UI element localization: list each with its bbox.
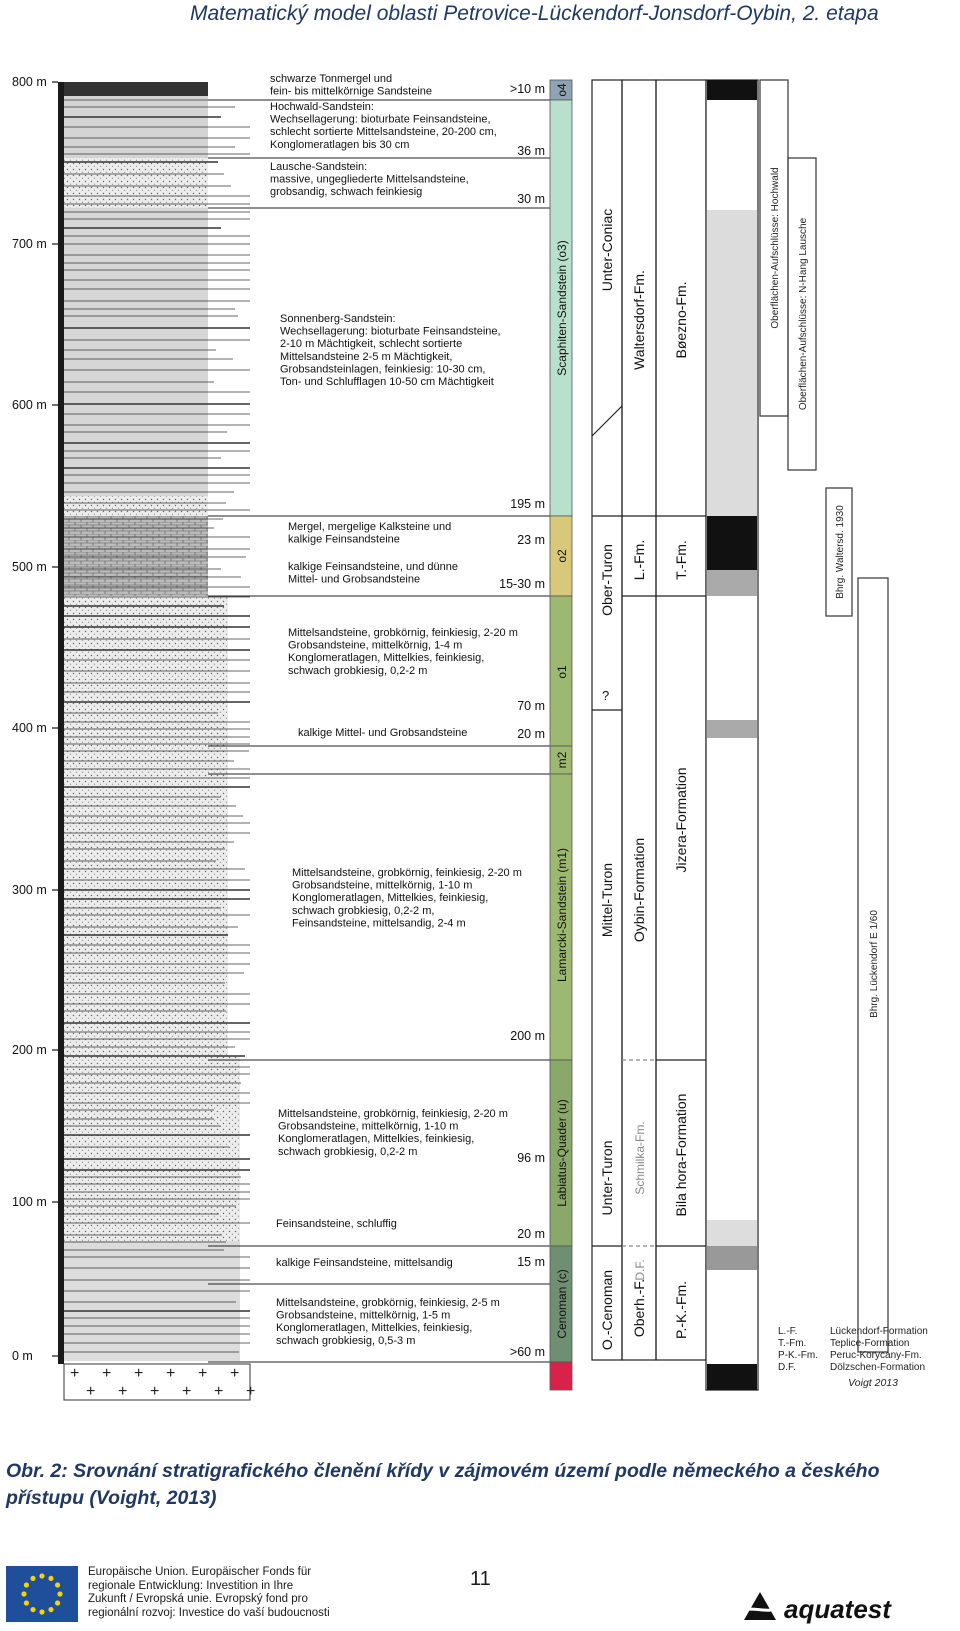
logo-text: aquatest: [784, 1594, 891, 1624]
figure-credit: Voigt 2013: [848, 1377, 898, 1389]
layer-description: [292, 867, 522, 929]
description-line: schwach grobkiesig, 0,5-3 m: [276, 1334, 416, 1347]
shade-band: [707, 80, 757, 100]
page-number: 11: [470, 1568, 491, 1590]
eu-funding-text: [88, 1566, 348, 1620]
shade-band: [707, 1220, 757, 1246]
description-line: Ton- und Schlufflagen 10-50 cm Mächtigkeit: [280, 376, 494, 388]
depth-label: 700 m: [12, 237, 47, 251]
thickness-value: 20 m: [517, 727, 545, 741]
layer-description: [298, 727, 467, 739]
stratigraphy-label: Bila hora-Formation: [673, 1093, 689, 1217]
stratigraphy-label: D.F.: [633, 1259, 647, 1281]
stratigraphy-label: P.-K.-Fm.: [673, 1280, 689, 1340]
outcrop-borehole-label: Oberflächen-Aufschlüsse: Hochwald: [770, 167, 781, 329]
aquatest-logo-icon: [740, 1586, 950, 1626]
description-line: Konglomeratlagen, Mittelkies, feinkiesig,: [292, 892, 489, 905]
column-divider: [592, 406, 622, 436]
thickness-value: >60 m: [509, 1345, 545, 1359]
unit-label: m2: [555, 751, 569, 769]
eu-star: [39, 1573, 44, 1578]
stratigraphy-label: Bøezno-Fm.: [673, 281, 689, 359]
eu-text-line: Europäische Union. Europäischer Fonds für: [88, 1566, 312, 1578]
description-line: 2-10 m Mächtigkeit, schlecht sortierte: [280, 338, 463, 351]
unit-label: Labiatus-Quader (u): [555, 1099, 569, 1207]
layer-description: [278, 1108, 508, 1158]
stratigraphy-label: Oybin-Formation: [631, 837, 647, 943]
description-line: Grobsandsteine, mittelkörnig, 1-10 m: [278, 1120, 459, 1133]
eu-star: [55, 1600, 60, 1605]
thickness-value: 200 m: [510, 1029, 545, 1043]
unit-label: Cenoman (c): [555, 1269, 569, 1339]
description-line: Konglomeratlagen, Mittelkies, feinkiesig,: [276, 1322, 473, 1335]
basement-cross-mark: +: [230, 1365, 240, 1382]
layer-thicknesses: [499, 82, 545, 1359]
description-line: schwach grobkiesig, 0,2-2 m,: [292, 904, 435, 917]
unit-label: Scaphiten-Sandstein (o3): [555, 240, 569, 376]
eu-flag: [6, 1566, 78, 1622]
thickness-value: 15-30 m: [499, 577, 545, 591]
description-line: fein- bis mittelkörnige Sandsteine: [270, 85, 433, 98]
shade-band: [707, 516, 757, 570]
eu-text-line: regionální rozvoj: Investice do vaší budoucnosti: [88, 1606, 330, 1619]
description-line: Mergel, mergelige Kalksteine und: [288, 521, 452, 533]
shade-band: [707, 1364, 757, 1390]
figure-caption: Obr. 2: Srovnání stratigrafického členění křídy v zájmovém území podle německého a českého přístupu (Voight, 2013): [6, 1460, 880, 1509]
legend-abbr: T.-Fm.: [778, 1338, 807, 1349]
description-line: Konglomeratlagen, Mittelkies, feinkiesig,: [278, 1133, 475, 1146]
depth-label: 300 m: [12, 883, 47, 897]
legend-abbr: L.-F.: [778, 1326, 798, 1337]
description-line: Feinsandsteine, schluffig: [276, 1218, 397, 1230]
shade-band: [707, 720, 757, 738]
basement-cross-mark: +: [86, 1383, 96, 1400]
description-line: schlecht sortierte Mittelsandsteine, 20-200 cm,: [270, 126, 497, 139]
legend-abbr: D.F.: [778, 1362, 796, 1373]
stratigraphy-label: Jizera-Formation: [673, 767, 689, 873]
description-line: kalkige Mittel- und Grobsandsteine: [298, 727, 468, 739]
description-line: Lausche-Sandstein:: [270, 161, 368, 173]
outcrop-borehole-labels: [770, 167, 880, 1018]
legend-name: Dölzschen-Formation: [830, 1362, 926, 1373]
description-line: Hochwald-Sandstein:: [270, 101, 374, 113]
stratigraphic-figure: [0, 60, 960, 1450]
basement-cross-mark: +: [214, 1383, 224, 1400]
layer-description: [288, 561, 458, 586]
eu-stars-icon: [6, 1566, 78, 1622]
basement-cross-mark: +: [118, 1383, 128, 1400]
layer-description: [270, 101, 497, 151]
stratigraphy-label: Schmilka-Fm.: [633, 1121, 647, 1195]
depth-label: 0 m: [12, 1349, 33, 1363]
basement-cross-mark: +: [70, 1365, 80, 1382]
thickness-value: 36 m: [517, 144, 545, 158]
thickness-value: 70 m: [517, 699, 545, 713]
shade-band: [707, 210, 757, 516]
description-line: Grobsandsteinlagen, feinkiesig: 10-30 cm,: [280, 363, 486, 376]
stage-uncertain: ?: [602, 688, 610, 703]
stratigraphy-label: O.-Cenoman: [599, 1269, 615, 1351]
description-line: Konglomeratlagen bis 30 cm: [270, 138, 410, 151]
eu-star: [21, 1591, 26, 1596]
layer-description: [288, 627, 518, 677]
thickness-value: 20 m: [517, 1227, 545, 1241]
description-line: schwach grobkiesig, 0,2-2 m: [288, 664, 428, 677]
description-line: schwarze Tonmergel und: [270, 73, 393, 85]
thickness-value: 30 m: [517, 192, 545, 206]
eu-star: [48, 1607, 53, 1612]
description-line: Grobsandsteine, mittelkörnig, 1-4 m: [288, 639, 463, 652]
description-line: Wechsellagerung: bioturbate Feinsandsteine,: [270, 113, 491, 126]
shade-band: [707, 1246, 757, 1270]
thickness-value: 15 m: [517, 1255, 545, 1269]
description-line: Wechsellagerung: bioturbate Feinsandsteine,: [280, 325, 501, 338]
eu-star: [39, 1609, 44, 1614]
outcrop-borehole-label: Bhrg. Waltersd. 1930: [835, 505, 846, 599]
layer-description: [270, 73, 432, 98]
outcrop-borehole-label: Oberflächen-Aufschlüsse: N-Hang Lausche: [798, 217, 809, 411]
basement-cross-mark: +: [246, 1383, 256, 1400]
layer-description: [276, 1218, 397, 1230]
description-line: Mittelsandsteine, grobkörnig, feinkiesig, 2-20 m: [288, 627, 518, 639]
thickness-value: 96 m: [517, 1151, 545, 1165]
layer-description: [270, 161, 469, 198]
stratigraphy-label: L.-Fm.: [631, 539, 647, 581]
depth-scale: [12, 75, 58, 1363]
legend-abbr: P-K.-Fm.: [778, 1350, 818, 1361]
layer-description: [288, 521, 451, 546]
depth-label: 400 m: [12, 721, 47, 735]
description-line: Grobsandsteine, mittelkörnig, 1-10 m: [292, 879, 473, 892]
description-line: kalkige Feinsandsteine: [288, 533, 400, 546]
description-line: Mittelsandsteine, grobkörnig, feinkiesig, 2-5 m: [276, 1297, 500, 1309]
lithotype-shading-column: [706, 80, 758, 1390]
unit-label: Lamarcki-Sandstein (m1): [555, 847, 569, 983]
description-line: Mittelsandsteine, grobkörnig, feinkiesig, 2-20 m: [278, 1108, 508, 1120]
eu-text-line: regionale Entwicklung: Investition in Ihre: [88, 1579, 294, 1592]
unit-band: [550, 1362, 572, 1390]
unit-label: o4: [555, 83, 569, 97]
depth-label: 500 m: [12, 560, 47, 574]
eu-star: [48, 1576, 53, 1581]
legend-name: Peruc-Korycany-Fm.: [830, 1350, 922, 1361]
stratigraphy-label: Unter-Coniac: [599, 208, 615, 292]
description-line: grobsandig, schwach feinkiesig: [270, 186, 423, 199]
aquatest-logo: [740, 1586, 950, 1626]
legend-name: Teplice-Formation: [830, 1338, 910, 1349]
legend-name: Lückendorf-Formation: [830, 1326, 928, 1337]
description-line: Mittelsandsteine, grobkörnig, feinkiesig, 2-20 m: [292, 867, 522, 879]
description-line: kalkige Feinsandsteine, und dünne: [288, 561, 459, 573]
description-line: Sonnenberg-Sandstein:: [280, 313, 396, 325]
eu-star: [30, 1607, 35, 1612]
depth-label: 800 m: [12, 75, 47, 89]
stratigraphy-label: Mittel-Turon: [599, 862, 615, 938]
basement-cross-mark: +: [166, 1365, 176, 1382]
basement-cross-mark: +: [150, 1383, 160, 1400]
description-line: Mittelsandsteine 2-5 m Mächtigkeit,: [280, 350, 453, 363]
outcrop-borehole-label: Bhrg. Lückendorf E 1/60: [869, 910, 880, 1018]
thickness-value: >10 m: [509, 82, 545, 96]
unit-label: o1: [555, 665, 569, 679]
description-line: kalkige Feinsandsteine, mittelsandig: [276, 1257, 453, 1269]
layer-description: [276, 1257, 453, 1269]
depth-label: 100 m: [12, 1195, 47, 1209]
description-line: schwach grobkiesig, 0,2-2 m: [278, 1145, 418, 1158]
description-line: Feinsandsteine, mittelsandig, 2-4 m: [292, 917, 466, 930]
eu-star: [24, 1582, 29, 1587]
description-line: massive, ungegliederte Mittelsandsteine,: [270, 173, 469, 186]
stratigraphy-label: Waltersdorf-Fm.: [631, 270, 647, 370]
page-header-title: Matematický model oblasti Petrovice-Lückendorf-Jonsdorf-Oybin, 2. etapa: [190, 2, 879, 25]
basement-cross-mark: +: [134, 1365, 144, 1382]
stratigraphy-label: Oberh.-F.: [631, 1278, 647, 1338]
description-line: Konglomeratlagen, Mittelkies, feinkiesig,: [288, 652, 485, 665]
stratigraphy-label: Unter-Turon: [599, 1140, 615, 1216]
thickness-value: 23 m: [517, 533, 545, 547]
stratigraphy-label: Ober-Turon: [599, 544, 615, 616]
eu-text-line: Zukunft / Evropská unie. Evropský fond pro: [88, 1593, 308, 1606]
shade-band: [707, 570, 757, 596]
description-line: Mittel- und Grobsandsteine: [288, 573, 421, 586]
basement-cross-mark: +: [198, 1365, 208, 1382]
description-line: Grobsandsteine, mittelkörnig, 1-5 m: [276, 1309, 451, 1322]
layer-description: [276, 1297, 500, 1347]
basement-cross-mark: +: [102, 1365, 112, 1382]
depth-label: 600 m: [12, 398, 47, 412]
eu-star: [24, 1600, 29, 1605]
depth-label: 200 m: [12, 1043, 47, 1057]
eu-star: [57, 1591, 62, 1596]
stratigraphy-label: T.-Fm.: [673, 540, 689, 580]
eu-star: [30, 1576, 35, 1581]
basement-cross-mark: +: [182, 1383, 192, 1400]
eu-star: [55, 1582, 60, 1587]
layer-descriptions: [270, 73, 522, 1347]
abbreviation-legend: [778, 1326, 928, 1373]
thickness-value: 195 m: [510, 497, 545, 511]
unit-label: o2: [555, 549, 569, 563]
layer-description: [280, 313, 501, 388]
